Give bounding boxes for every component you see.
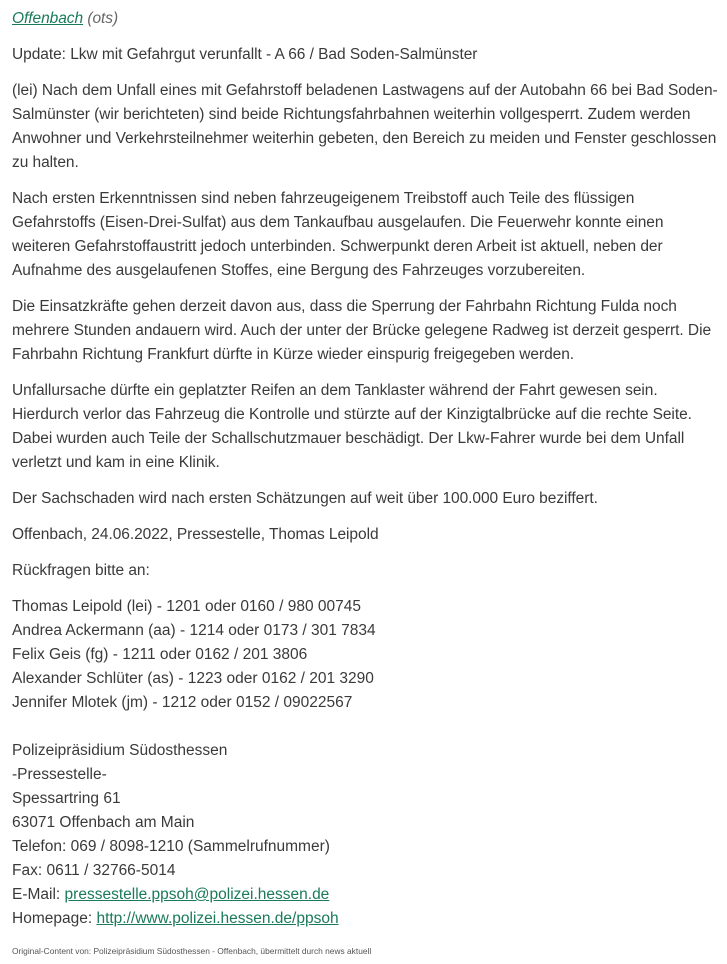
paragraph-closure: Die Einsatzkräfte gehen derzeit davon aus, dass die Sperrung der Fahrbahn Richtung Fulda noch mehrere Stunden andauern wird. Auch der unter der Brücke gelegene Radweg ist derzeit gesperrt. Die Fahrbahn Richtung Frankfurt dürfte in Kürze wieder einspurig freigegeben werden.	[12, 298, 712, 363]
dateline: Offenbach, 24.06.2022, Pressestelle, Thomas Leipold	[12, 526, 379, 543]
homepage-link[interactable]: http://www.polizei.hessen.de/ppsoh	[96, 910, 339, 927]
source-link[interactable]: Offenbach	[12, 10, 84, 27]
email-line	[12, 883, 722, 907]
paragraph-findings: Nach ersten Erkenntnissen sind neben fahrzeugeigenem Treibstoff auch Teile des flüssigen Gefahrstoffs (Eisen-Drei-Sulfat) aus dem Tankaufbau ausgelaufen. Die Feuerwehr konnte einen weiteren Gefahrstoffaustritt jedoch unterbinden. Schwerpunkt deren Arbeit ist aktuell, neben der Aufnahme des ausgelaufenen Stoffes, eine Bergung des Fahrzeuges vorzubereiten.	[12, 190, 664, 279]
contact-item: Andrea Ackermann (aa) - 1214 oder 0173 / 301 7834	[12, 622, 376, 639]
phone: Telefon: 069 / 8098-1210 (Sammelrufnummer)	[12, 838, 330, 855]
source-suffix: (ots)	[87, 10, 119, 27]
address-block	[12, 739, 722, 931]
org-name: Polizeipräsidium Südosthessen	[12, 742, 228, 759]
spacer	[12, 715, 722, 739]
contact-item: Jennifer Mlotek (jm) - 1212 oder 0152 / 09022567	[12, 694, 353, 711]
contact-item: Alexander Schlüter (as) - 1223 oder 0162 / 201 3290	[12, 670, 374, 687]
email-link[interactable]: pressestelle.ppsoh@polizei.hessen.de	[64, 886, 330, 903]
contact-item: Thomas Leipold (lei) - 1201 oder 0160 / 980 00745	[12, 598, 361, 615]
homepage-line	[12, 907, 722, 931]
contact-list	[12, 595, 722, 715]
footer-note: Original-Content von: Polizeipräsidium Südosthessen - Offenbach, übermittelt durch news aktuell	[12, 946, 372, 956]
department: -Pressestelle-	[12, 766, 107, 783]
contact-item: Felix Geis (fg) - 1211 oder 0162 / 201 3806	[12, 646, 308, 663]
paragraph-situation: (lei) Nach dem Unfall eines mit Gefahrstoff beladenen Lastwagens auf der Autobahn 66 bei Bad Soden-Salmünster (wir berichteten) sind beide Richtungsfahrbahnen weiterhin vollgesperrt. Zudem werden Anwohner und Verkehrsteilnehmer weiterhin gebeten, den Bereich zu meiden und Fenster geschlossen zu halten.	[12, 82, 718, 171]
paragraph-cause: Unfallursache dürfte ein geplatzter Reifen an dem Tanklaster während der Fahrt gewesen sein. Hierdurch verlor das Fahrzeug die Kontrolle und stürzte auf der Kinzigtalbrücke auf die rechte Seite. Dabei wurden auch Teile der Schallschutzmauer beschädigt. Der Lkw-Fahrer wurde bei dem Unfall verletzt und kam in eine Klinik.	[12, 382, 692, 471]
email-label: E-Mail:	[12, 886, 65, 903]
street: Spessartring 61	[12, 790, 121, 807]
homepage-label: Homepage:	[12, 910, 97, 927]
press-release	[12, 7, 722, 931]
paragraph-damage: Der Sachschaden wird nach ersten Schätzungen auf weit über 100.000 Euro beziffert.	[12, 490, 598, 507]
article-title: Update: Lkw mit Gefahrgut verunfallt - A 66 / Bad Soden-Salmünster	[12, 46, 478, 63]
fax: Fax: 0611 / 32766-5014	[12, 862, 176, 879]
contacts-intro: Rückfragen bitte an:	[12, 562, 150, 579]
source-line	[12, 7, 722, 31]
city: 63071 Offenbach am Main	[12, 814, 195, 831]
